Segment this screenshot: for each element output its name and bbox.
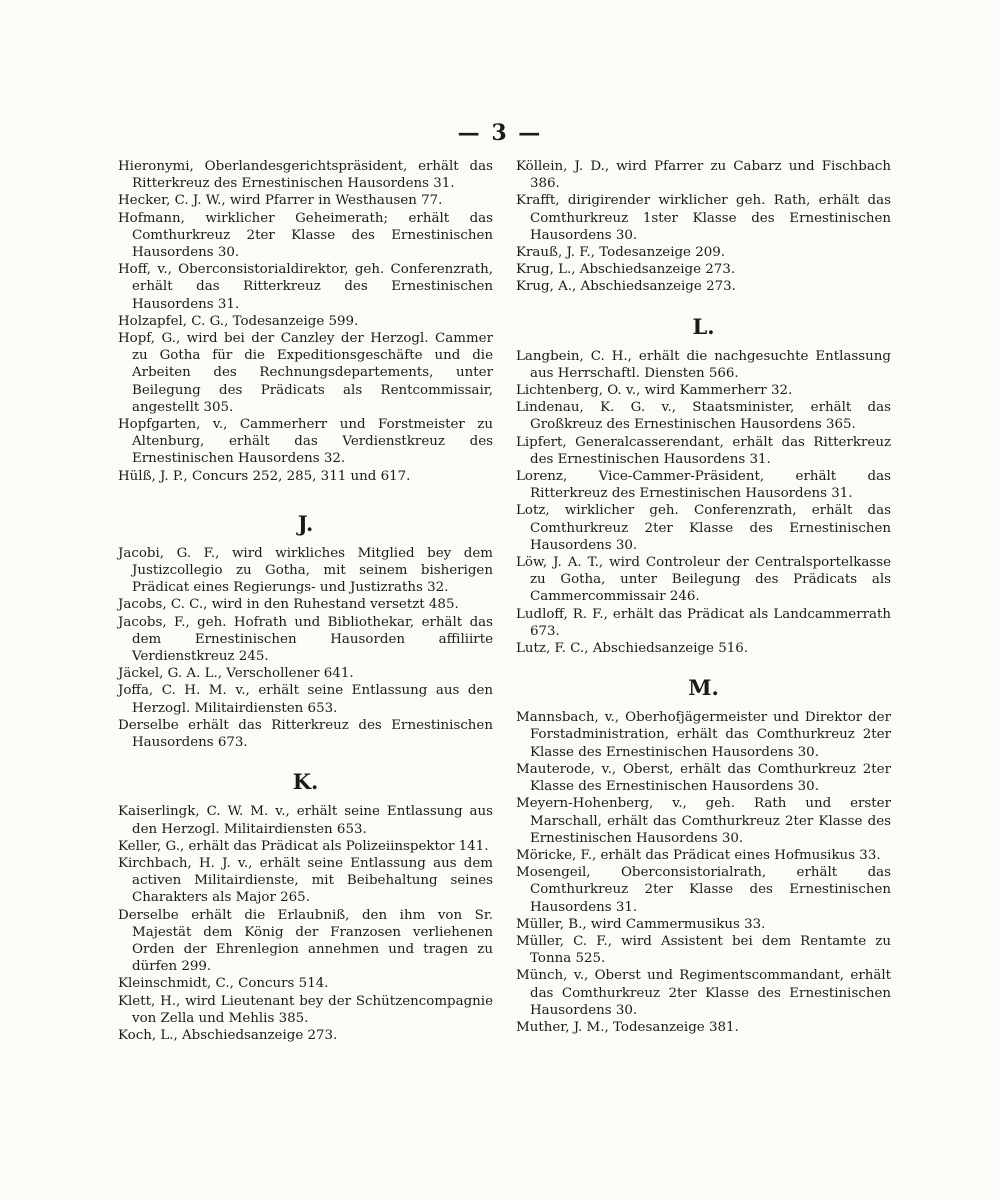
register-entry: Krug, L., Abschiedsanzeige 273. (516, 262, 736, 278)
register-entry: Muther, J. M., Todesanzeige 381. (516, 1019, 739, 1035)
register-entry: Hofmann, wirklicher Geheimerath; erhält das Comthurkreuz 2ter Klasse des Ernestinischen Hausordens 30. (118, 210, 493, 261)
register-entry: Löw, J. A. T., wird Controleur der Centralsportelkasse zu Gotha, unter Beilegung des Prädicats als Cammercommissair 246. (516, 555, 891, 605)
register-entry: Hieronymi, Oberlandesgerichtspräsident, erhält das Ritterkreuz des Ernestinischen Hausordens 31. (118, 159, 493, 192)
register-entry: Köllein, J. D., wird Pfarrer zu Cabarz und Fischbach 386. (516, 159, 891, 192)
register-entry: Müller, B., wird Cammermusikus 33. (516, 916, 766, 932)
page-number: — 3 — (457, 120, 543, 146)
register-entry: Krauß, J. F., Todesanzeige 209. (516, 245, 726, 261)
register-entry: Lichtenberg, O. v., wird Kammerherr 32. (516, 383, 793, 399)
register-entry: Mauterode, v., Oberst, erhält das Comthurkreuz 2ter Klasse des Ernestinischen Hausordens 30. (516, 761, 891, 795)
register-entry: Derselbe erhält die Erlaubniß, den ihm von Sr. Majestät dem König der Franzosen verliehenen Orden der Ehrenlegion annehmen und tragen zu dürfen 299. (118, 907, 493, 975)
register-entry: Langbein, C. H., erhält die nachgesuchte Entlassung aus Herrschaftl. Diensten 566. (516, 348, 891, 381)
register-entry: Hoff, v., Oberconsistorialdirektor, geh. Conferenzrath, erhält das Ritterkreuz des Ernestinischen Hausordens 31. (118, 262, 493, 312)
register-entry: Lutz, F. C., Abschiedsanzeige 516. (516, 641, 749, 657)
register-entry: Kleinschmidt, C., Concurs 514. (118, 976, 329, 992)
register-entry: Mannsbach, v., Oberhofjägermeister und Direktor der Forstadministration, erhält das Comthurkreuz 2ter Klasse des Ernestinischen Hausordens 30. (516, 710, 891, 760)
register-entry: Münch, v., Oberst und Regimentscommandant, erhält das Comthurkreuz 2ter Klasse des Ernestinischen Hausordens 30. (516, 968, 891, 1018)
register-entry: Möricke, F., erhält das Prädicat eines Hofmusikus 33. (516, 847, 881, 863)
left-column (118, 158, 493, 1044)
register-entry: Hopf, G., wird bei der Canzley der Herzogl. Cammer zu Gotha für die Expeditionsgeschäfte und die Arbeiten des Rechnungsdepartements, unter Beilegung des Prädicats als Rentcommissair, angestellt 305. (118, 331, 493, 415)
register-entry: Hecker, C. J. W., wird Pfarrer in Westhausen 77. (118, 193, 443, 209)
section-letter: L. (692, 313, 715, 339)
register-entry: Krug, A., Abschiedsanzeige 273. (516, 279, 736, 295)
register-entry: Hülß, J. P., Concurs 252, 285, 311 und 617. (118, 468, 411, 484)
register-entry: Kirchbach, H. J. v., erhält seine Entlassung aus dem activen Militairdienste, mit Beibehaltung seines Charakters als Major 265. (118, 855, 493, 906)
section-letter: K. (292, 769, 319, 795)
register-entry: Meyern-Hohenberg, v., geh. Rath und erster Marschall, erhält das Comthurkreuz 2ter Klasse des Ernestinischen Hausordens 30. (516, 796, 891, 846)
register-entry: Jäckel, G. A. L., Verschollener 641. (118, 666, 354, 682)
register-entry: Jacobi, G. F., wird wirkliches Mitglied bey dem Justizcollegio zu Gotha, mit seinem bisherigen Prädicat eines Regierungs- und Justizraths 32. (118, 545, 493, 596)
register-entry: Krafft, dirigirender wirklicher geh. Rath, erhält das Comthurkreuz 1ster Klasse des Ernestinischen Hausordens 30. (516, 193, 891, 243)
register-entry: Lindenau, K. G. v., Staatsminister, erhält das Großkreuz des Ernestinischen Hausordens 365. (516, 400, 891, 433)
register-entry: Lorenz, Vice-Cammer-Präsident, erhält das Ritterkreuz des Ernestinischen Hausordens 31. (516, 469, 891, 502)
register-entry: Derselbe erhält das Ritterkreuz des Ernestinischen Hausordens 673. (118, 717, 493, 751)
section-letter: J. (297, 510, 314, 536)
register-entry: Jacobs, C. C., wird in den Ruhestand versetzt 485. (118, 597, 459, 613)
register-entry: Holzapfel, C. G., Todesanzeige 599. (118, 313, 359, 329)
right-column (516, 158, 891, 1036)
register-entry: Kaiserlingk, C. W. M. v., erhält seine Entlassung aus den Herzogl. Militairdiensten 653. (118, 804, 493, 837)
register-entry: Lipfert, Generalcasserendant, erhält das Ritterkreuz des Ernestinischen Hausordens 31. (516, 434, 891, 467)
register-entry: Hopfgarten, v., Cammerherr und Forstmeister zu Altenburg, erhält das Verdienstkreuz des Ernestinischen Hausordens 32. (118, 417, 493, 467)
register-entry: Keller, G., erhält das Prädicat als Polizeiinspektor 141. (118, 838, 489, 854)
register-entry: Jacobs, F., geh. Hofrath und Bibliothekar, erhält das dem Ernestinischen Hausorden affiliirte Verdienstkreuz 245. (118, 614, 493, 665)
register-entry: Müller, C. F., wird Assistent bei dem Rentamte zu Tonna 525. (516, 933, 891, 967)
register-entry: Lotz, wirklicher geh. Conferenzrath, erhält das Comthurkreuz 2ter Klasse des Ernestinischen Hausordens 30. (516, 503, 891, 553)
section-letter: M. (688, 675, 719, 701)
register-entry: Mosengeil, Oberconsistorialrath, erhält das Comthurkreuz 2ter Klasse des Ernestinischen Hausordens 31. (516, 865, 891, 915)
register-entry: Joffa, C. H. M. v., erhält seine Entlassung aus den Herzogl. Militairdiensten 653. (118, 683, 493, 716)
register-entry: Ludloff, R. F., erhält das Prädicat als Landcammerrath 673. (516, 606, 891, 639)
register-entry: Koch, L., Abschiedsanzeige 273. (118, 1027, 338, 1043)
register-entry: Klett, H., wird Lieutenant bey der Schützencompagnie von Zella und Mehlis 385. (118, 993, 493, 1026)
